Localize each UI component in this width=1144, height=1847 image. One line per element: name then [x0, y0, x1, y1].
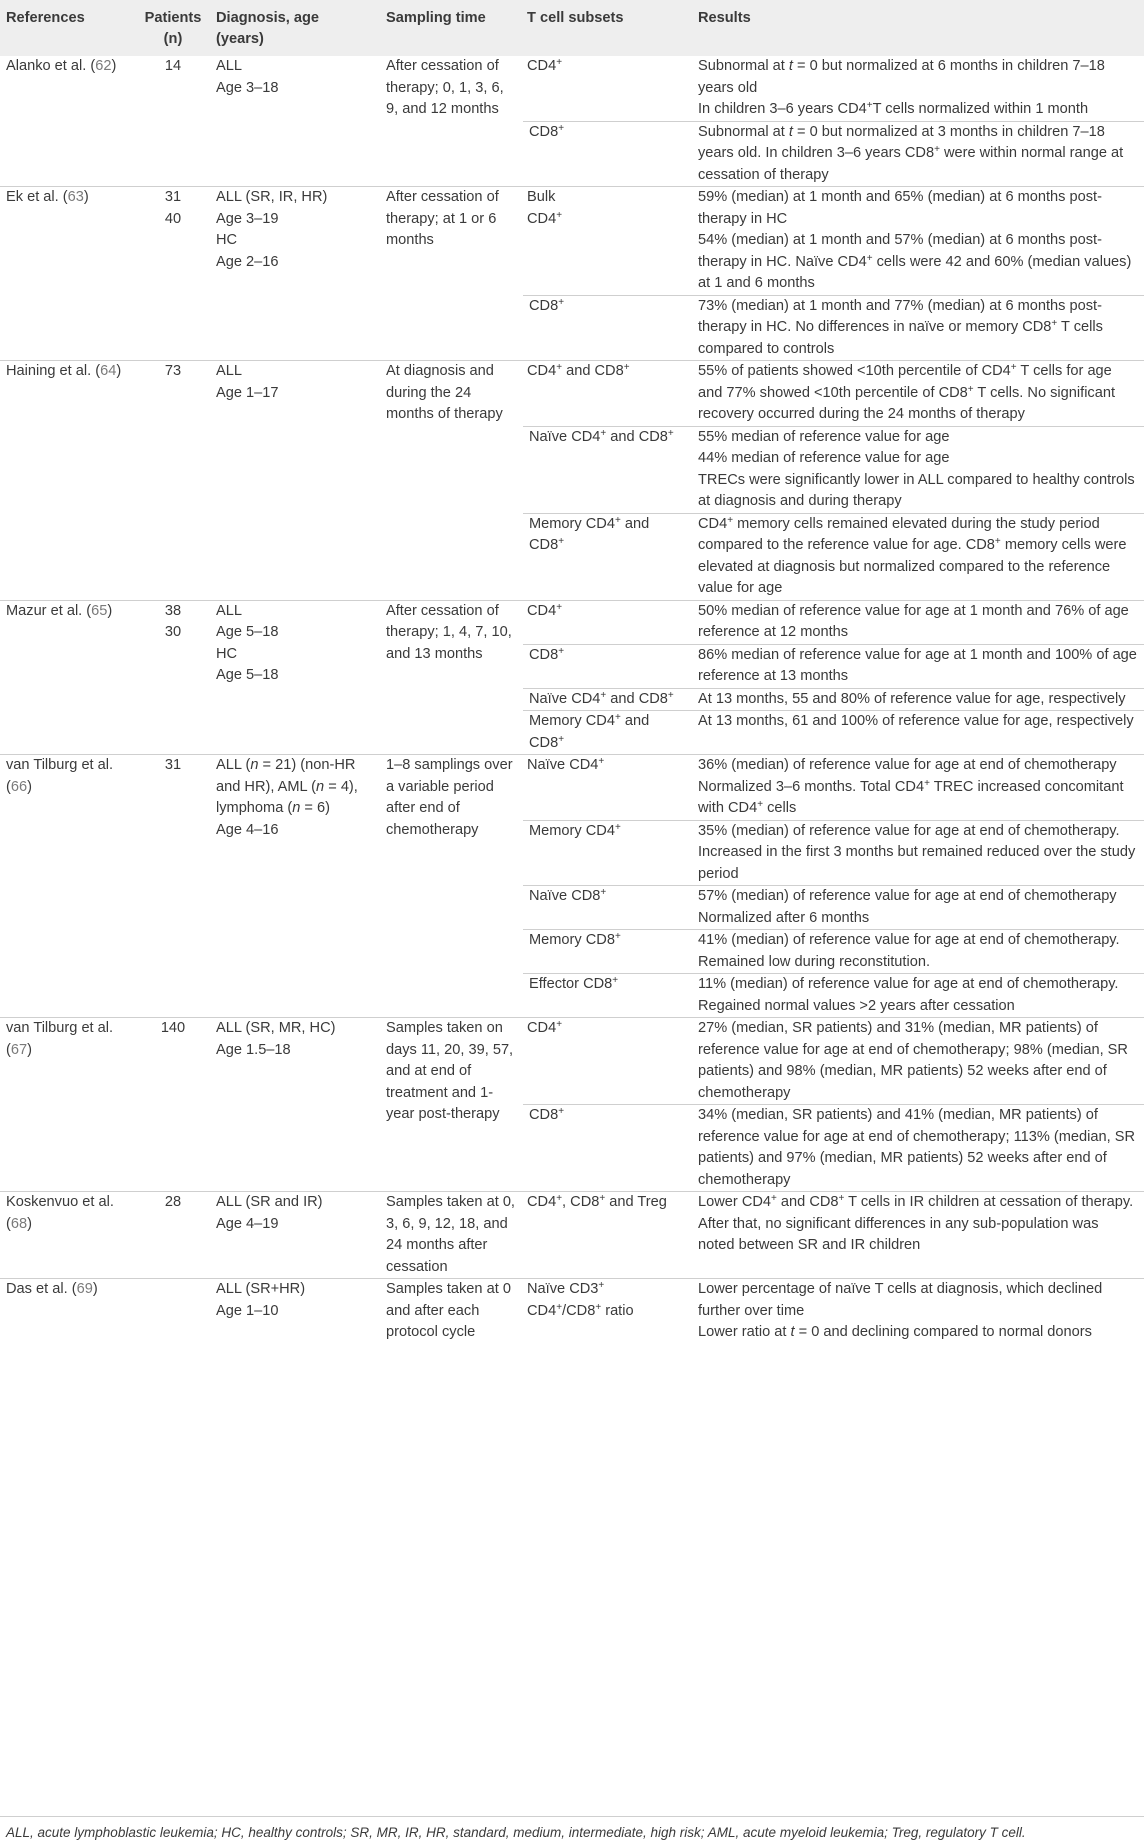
result-text: 55% median of reference value for age 44% median of reference value for age TRECs were significantly lower in ALL compared to healthy controls at diagnosis and during therapy: [698, 428, 1135, 509]
patients-cell: [134, 600, 212, 755]
patients-cell: [134, 361, 212, 601]
reference-cell: van Tilburg et al. (66): [0, 755, 134, 1018]
patients-count: 73: [164, 363, 182, 379]
header-patients: Patients (n): [134, 0, 212, 56]
t-cell-subset-cell: [523, 600, 694, 644]
t-cell-subset-cell: [523, 755, 694, 821]
result-cell: [694, 295, 1144, 361]
t-cell-subset-cell: [523, 426, 694, 513]
sampling-time-cell: Samples taken on days 11, 20, 39, 57, and at end of treatment and 1-year post-therapy: [382, 1018, 523, 1192]
reference-cell: Haining et al. (64): [0, 361, 134, 601]
result-text: Subnormal at t = 0 but normalized at 3 months in children 7–18 years old. In children 3–6 years CD8+ were within normal range at cessation of therapy: [698, 123, 1124, 183]
t-cell-subset-text: Naïve CD8+: [529, 887, 607, 904]
t-cell-subset-text: Memory CD4+: [529, 821, 621, 839]
diagnosis-line: ALL (SR and IR): [216, 1194, 323, 1210]
header-sampling-time: Sampling time: [382, 0, 523, 56]
t-cell-subset-cell: [523, 1192, 694, 1279]
t-cell-subset-text: Bulk CD4+: [527, 189, 563, 227]
t-cell-subset-text: Effector CD8+: [529, 975, 619, 992]
diagnosis-cell: [212, 755, 382, 1018]
patients-cell: [134, 187, 212, 361]
reference-name: Koskenvuo et al.: [6, 1194, 114, 1210]
t-cell-subset-text: CD4+, CD8+ and Treg: [527, 1193, 667, 1210]
result-text: Subnormal at t = 0 but normalized at 6 months in children 7–18 years old In children 3–6 years CD4+T cells normalized within 1 month: [698, 58, 1105, 117]
reference-name: Ek et al.: [6, 189, 59, 205]
diagnosis-cell: [212, 1018, 382, 1192]
t-cell-subset-cell: [523, 56, 694, 121]
sampling-time-cell: After cessation of therapy; at 1 or 6 months: [382, 187, 523, 361]
diagnosis-line: ALL: [216, 602, 242, 619]
t-cell-subset-cell: [523, 187, 694, 296]
diagnosis-cell: [212, 361, 382, 601]
reference-link[interactable]: 67: [10, 1041, 28, 1058]
result-cell: [694, 711, 1144, 755]
patients-count: 31: [164, 189, 182, 205]
result-cell: [694, 1192, 1144, 1279]
table-body: [0, 56, 1144, 1344]
t-cell-subset-cell: [523, 974, 694, 1018]
diagnosis-line: ALL: [216, 363, 242, 379]
result-cell: [694, 886, 1144, 930]
t-cell-subset-cell: [523, 513, 694, 600]
result-cell: [694, 121, 1144, 187]
t-cell-subset-text: CD8+: [529, 122, 565, 140]
result-text: At 13 months, 61 and 100% of reference value for age, respectively: [698, 713, 1134, 729]
t-cell-subset-cell: [523, 886, 694, 930]
t-cell-subset-cell: [523, 711, 694, 755]
result-cell: [694, 513, 1144, 600]
diagnosis-line: Age 5–18: [216, 624, 279, 640]
t-cell-subset-cell: [523, 1105, 694, 1192]
patients-count: 31: [164, 757, 182, 773]
diagnosis-line: Age 4–19: [216, 1215, 279, 1232]
result-text: 55% of patients showed <10th percentile of CD4+ T cells for age and 77% showed <10th percentile of CD8+ T cells. No significant recovery occurred during the 24 months of therapy: [698, 362, 1116, 422]
result-text: 27% (median, SR patients) and 31% (median, MR patients) of reference value for age at end of chemotherapy; 98% (median, SR patients) and 98% (median, MR patients) 52 weeks after end of chemotherapy: [698, 1020, 1128, 1101]
result-cell: [694, 930, 1144, 974]
t-cell-subset-cell: [523, 644, 694, 688]
diagnosis-line: Age 2–16: [216, 253, 279, 270]
result-cell: [694, 755, 1144, 821]
t-cell-subset-text: Naïve CD4+ and CD8+: [529, 427, 674, 445]
result-cell: [694, 974, 1144, 1018]
patients-count: 28: [164, 1194, 182, 1210]
diagnosis-line: Age 3–18: [216, 79, 279, 96]
patients-count: 30: [164, 624, 182, 640]
reference-cell: Koskenvuo et al. (68): [0, 1192, 134, 1279]
reference-link[interactable]: 66: [10, 778, 28, 795]
result-text: 41% (median) of reference value for age at end of chemotherapy. Remained low during reconstitution.: [698, 932, 1120, 970]
result-text: Lower percentage of naïve T cells at diagnosis, which declined further over time Lower ratio at t = 0 and declining compared to normal donors: [698, 1281, 1103, 1340]
result-text: 57% (median) of reference value for age at end of chemotherapy Normalized after 6 months: [698, 888, 1117, 926]
diagnosis-line: Age 5–18: [216, 667, 279, 683]
diagnosis-line: ALL (SR+HR): [216, 1281, 306, 1297]
t-cell-subset-cell: [523, 820, 694, 886]
table-row: [0, 1018, 1144, 1105]
result-cell: [694, 820, 1144, 886]
t-cell-subset-text: Memory CD4+ and CD8+: [529, 514, 650, 553]
reference-name: van Tilburg et al.: [6, 757, 114, 773]
diagnosis-line: Age 1–17: [216, 384, 279, 401]
reference-cell: van Tilburg et al. (67): [0, 1018, 134, 1192]
reference-link[interactable]: 64: [100, 363, 117, 379]
result-text: At 13 months, 55 and 80% of reference value for age, respectively: [698, 690, 1126, 707]
result-cell: [694, 361, 1144, 427]
patients-cell: [134, 1279, 212, 1344]
t-cell-subset-text: CD4+: [527, 601, 563, 619]
reference-cell: Alanko et al. (62): [6, 58, 117, 74]
t-cell-subset-text: Memory CD4+ and CD8+: [529, 712, 650, 751]
diagnosis-line: Age 1.5–18: [216, 1041, 291, 1058]
header-diagnosis: Diagnosis, age (years): [212, 0, 382, 56]
diagnosis-line: ALL: [216, 58, 242, 74]
header-row: [0, 0, 1144, 56]
sampling-time-cell: 1–8 samplings over a variable period after end of chemotherapy: [382, 755, 523, 1018]
table-row: [0, 1192, 1144, 1279]
diagnosis-cell: [212, 600, 382, 755]
t-cell-subset-text: CD8+: [529, 1106, 565, 1123]
t-cell-subset-cell: [523, 1018, 694, 1105]
diagnosis-line: Age 3–19: [216, 210, 279, 227]
reference-name: Haining et al.: [6, 363, 92, 379]
reference-name: Alanko et al.: [6, 58, 87, 74]
sampling-time-cell: Samples taken at 0, 3, 6, 9, 12, 18, and 24 months after cessation: [382, 1192, 523, 1279]
result-cell: [694, 644, 1144, 688]
table-row: [0, 755, 1144, 821]
diagnosis-line: Age 1–10: [216, 1302, 279, 1319]
t-cell-subset-text: Memory CD8+: [529, 931, 621, 948]
result-cell: [694, 1279, 1144, 1344]
diagnosis-cell: [212, 1279, 382, 1344]
result-text: 11% (median) of reference value for age at end of chemotherapy. Regained normal values >2 years after cessation: [698, 976, 1119, 1014]
table-row: [0, 56, 1144, 121]
t-cell-subset-text: CD4+ and CD8+: [527, 362, 630, 379]
reference-name: Das et al.: [6, 1281, 68, 1297]
header-results: Results: [694, 0, 1144, 56]
patients-count: 38: [164, 602, 182, 619]
t-cell-subset-text: CD8+: [529, 296, 565, 314]
t-cell-subset-text: CD4+: [527, 1019, 563, 1036]
reference-name: van Tilburg et al.: [6, 1020, 114, 1036]
sampling-time-cell: At diagnosis and during the 24 months of therapy: [382, 361, 523, 601]
result-cell: [694, 1018, 1144, 1105]
result-text: 59% (median) at 1 month and 65% (median) at 6 months post-therapy in HC 54% (median) at 1 month and 57% (median) at 6 months post-therapy in HC. Naïve CD4+ cells were 42 and 60% (median values) at 1 and 6 months: [698, 189, 1132, 291]
t-cell-subset-text: CD8+: [529, 645, 565, 663]
t-cell-subset-cell: [523, 121, 694, 187]
patients-cell: [134, 755, 212, 1018]
reference-cell: Ek et al. (63): [0, 187, 134, 361]
result-cell: [694, 426, 1144, 513]
t-cell-subset-cell: [523, 930, 694, 974]
table-row: [0, 361, 1144, 427]
t-cell-subset-text: CD4+: [527, 57, 563, 74]
t-cell-subset-text: Naïve CD4+: [527, 756, 605, 773]
reference-name: Mazur et al.: [6, 602, 83, 619]
diagnosis-cell: [212, 1192, 382, 1279]
t-cell-subset-text: Naïve CD4+ and CD8+: [529, 689, 674, 707]
result-text: 50% median of reference value for age at 1 month and 76% of age reference at 12 months: [698, 602, 1129, 640]
t-cell-subset-cell: [523, 361, 694, 427]
result-text: 36% (median) of reference value for age at end of chemotherapy Normalized 3–6 months. Total CD4+ TREC increased concomitant with CD4+ cells: [698, 757, 1124, 816]
header-references: References: [0, 0, 134, 56]
patients-cell: [134, 1192, 212, 1279]
patients-cell: [134, 56, 212, 187]
table-row: [0, 600, 1144, 644]
result-cell: [694, 1105, 1144, 1192]
reference-cell: Das et al. (69): [0, 1279, 134, 1344]
result-text: 34% (median, SR patients) and 41% (median, MR patients) of reference value for age at end of chemotherapy; 113% (median, SR patients) and 97% (median, MR patients) 52 weeks after end of chemotherapy: [698, 1107, 1135, 1188]
diagnosis-line: HC: [216, 645, 238, 662]
table-row: [0, 187, 1144, 296]
result-cell: [694, 600, 1144, 644]
patients-cell: [134, 1018, 212, 1192]
t-cell-subset-cell: [523, 1279, 694, 1344]
header-t-cell-subsets: T cell subsets: [523, 0, 694, 56]
result-cell: [694, 688, 1144, 711]
result-cell: [694, 187, 1144, 296]
reference-link[interactable]: 69: [76, 1281, 93, 1297]
diagnosis-cell: [212, 56, 382, 187]
reference-link[interactable]: 68: [10, 1215, 28, 1232]
result-text: 35% (median) of reference value for age at end of chemotherapy. Increased in the first 3 months but remained reduced over the study period: [698, 822, 1136, 882]
result-text: CD4+ memory cells remained elevated during the study period compared to the reference value for age. CD8+ memory cells were elevated at diagnosis but normalized compared to the reference value for age: [698, 514, 1127, 596]
t-cell-subset-cell: [523, 688, 694, 711]
sampling-time-cell: Samples taken at 0 and after each protocol cycle: [382, 1279, 523, 1344]
reference-link[interactable]: 62: [95, 58, 112, 74]
reference-link[interactable]: 65: [91, 602, 108, 619]
t-cell-subset-text: Naïve CD3+ CD4+/CD8+ ratio: [527, 1280, 634, 1319]
patients-count: 40: [164, 210, 182, 227]
result-text: 73% (median) at 1 month and 77% (median) at 6 months post-therapy in HC. No differences in naïve or memory CD8+ T cells compared to controls: [698, 297, 1103, 357]
diagnosis-line: Age 4–16: [216, 821, 279, 838]
reference-link[interactable]: 63: [67, 189, 84, 205]
patients-count: 140: [160, 1020, 186, 1036]
sampling-time-cell: After cessation of therapy; 1, 4, 7, 10, and 13 months: [382, 600, 523, 755]
reference-cell: Mazur et al. (65): [0, 600, 134, 755]
result-text: 86% median of reference value for age at 1 month and 100% of age reference at 13 months: [698, 646, 1137, 684]
diagnosis-cell: [212, 187, 382, 361]
diagnosis-line: HC: [216, 232, 238, 248]
t-cell-subset-cell: [523, 295, 694, 361]
patients-count: 14: [164, 58, 182, 74]
diagnosis-line: ALL (SR, MR, HC): [216, 1020, 336, 1036]
sampling-time-cell: After cessation of therapy; 0, 1, 3, 6, 9, and 12 months: [386, 58, 504, 117]
diagnosis-line: ALL (n = 21) (non-HR and HR), AML (n = 4), lymphoma (n = 6): [216, 757, 358, 816]
diagnosis-line: ALL (SR, IR, HR): [216, 189, 328, 205]
result-text: Lower CD4+ and CD8+ T cells in IR children at cessation of therapy. After that, no significant differences in any sub-population was noted between SR and IR children: [698, 1193, 1134, 1253]
table-footnote: ALL, acute lymphoblastic leukemia; HC, healthy controls; SR, MR, IR, HR, standard, medium, intermediate, high risk; AML, acute myeloid leukemia; Treg, regulatory T cell.: [0, 1816, 1144, 1847]
result-cell: [694, 56, 1144, 121]
table-row: [0, 1279, 1144, 1344]
